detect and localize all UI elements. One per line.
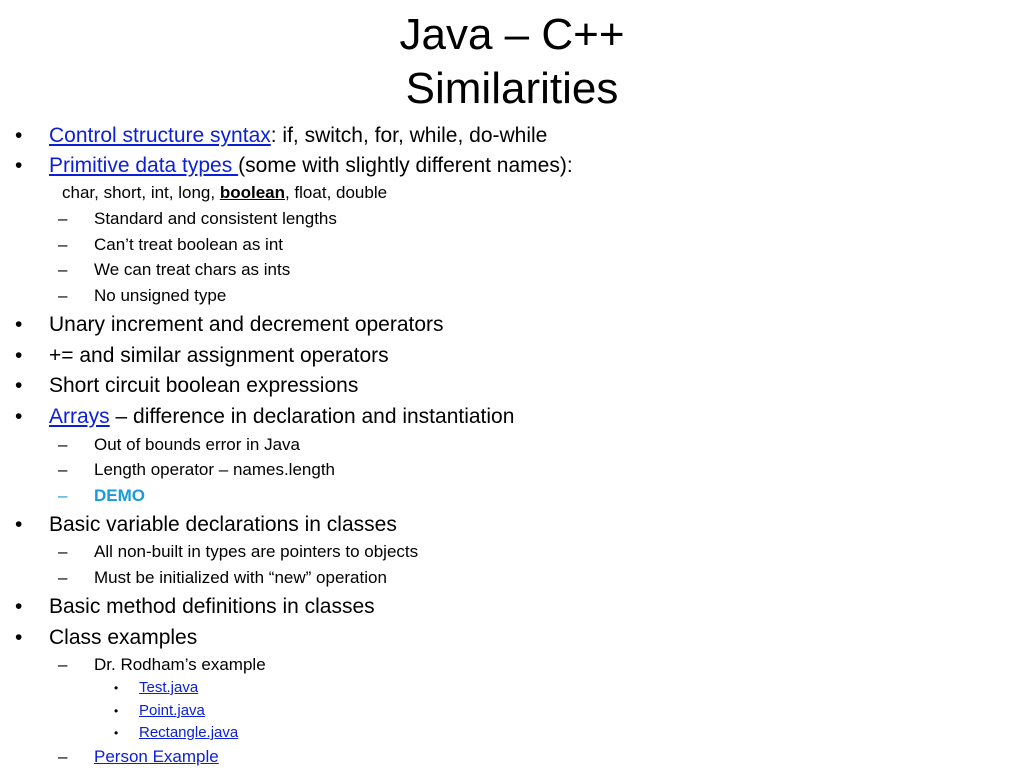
bullet-dot: •: [15, 313, 23, 336]
bullet-dot: •: [15, 595, 23, 618]
dash-marker: –: [58, 235, 68, 254]
dash-marker: –: [58, 435, 68, 454]
class-examples-text: Class examples: [49, 626, 198, 649]
bullet-dot: •: [15, 344, 23, 367]
sub-item-text: Standard and consistent lengths: [94, 209, 337, 228]
method-definitions-text: Basic method definitions in classes: [49, 595, 375, 618]
bullet-dot: •: [15, 124, 23, 147]
dash-marker: –: [58, 568, 68, 587]
bullet-dot: •: [15, 513, 23, 536]
person-example-link[interactable]: Person Example: [94, 747, 219, 766]
point-java-link[interactable]: Point.java: [139, 702, 205, 719]
rectangle-java-link[interactable]: Rectangle.java: [139, 724, 239, 741]
dash-marker: –: [58, 655, 68, 674]
types-list-boolean: boolean: [219, 183, 285, 202]
sub-item-text: Length operator – names.length: [94, 460, 336, 479]
sub-item-text: Can’t treat boolean as int: [94, 235, 284, 254]
dash-marker: –: [58, 209, 68, 228]
dash-marker: –: [58, 486, 68, 505]
demo-label: DEMO: [94, 486, 145, 505]
control-structure-link[interactable]: Control structure syntax: [49, 124, 271, 147]
bullet-dot: •: [114, 726, 119, 740]
short-circuit-text: Short circuit boolean expressions: [49, 374, 359, 397]
sub-item-text: All non-built in types are pointers to objects: [94, 542, 419, 561]
sub-item-text: Must be initialized with “new” operation: [94, 568, 387, 587]
primitive-types-text: (some with slightly different names):: [238, 154, 573, 177]
bullet-dot: •: [15, 405, 23, 428]
sub-item-text: We can treat chars as ints: [94, 260, 291, 279]
bullet-dot: •: [15, 154, 23, 177]
dash-marker: –: [58, 747, 68, 766]
bullet-dot: •: [15, 374, 23, 397]
title-line-2: Similarities: [405, 64, 619, 113]
bullet-dot: •: [15, 626, 23, 649]
sub-item-text: Out of bounds error in Java: [94, 435, 301, 454]
arrays-text: – difference in declaration and instantiation: [109, 405, 515, 428]
bullet-dot: •: [114, 704, 119, 718]
dash-marker: –: [58, 260, 68, 279]
arrays-link[interactable]: Arrays: [49, 405, 110, 428]
sub-item-text: No unsigned type: [94, 286, 227, 305]
control-structure-text: : if, switch, for, while, do-while: [270, 124, 548, 147]
rodham-example-text: Dr. Rodham’s example: [94, 655, 266, 674]
unary-text: Unary increment and decrement operators: [49, 313, 444, 336]
dash-marker: –: [58, 542, 68, 561]
test-java-link[interactable]: Test.java: [139, 679, 199, 696]
dash-marker: –: [58, 460, 68, 479]
variable-declarations-text: Basic variable declarations in classes: [49, 513, 397, 536]
types-list-post: , float, double: [284, 183, 388, 202]
types-list-pre: char, short, int, long,: [62, 183, 220, 202]
slide-title: [300, 8, 724, 116]
bullet-dot: •: [114, 681, 119, 695]
title-line-1: Java – C++: [399, 10, 625, 59]
assignment-text: += and similar assignment operators: [49, 344, 389, 367]
primitive-types-link[interactable]: Primitive data types: [49, 154, 239, 177]
dash-marker: –: [58, 286, 68, 305]
